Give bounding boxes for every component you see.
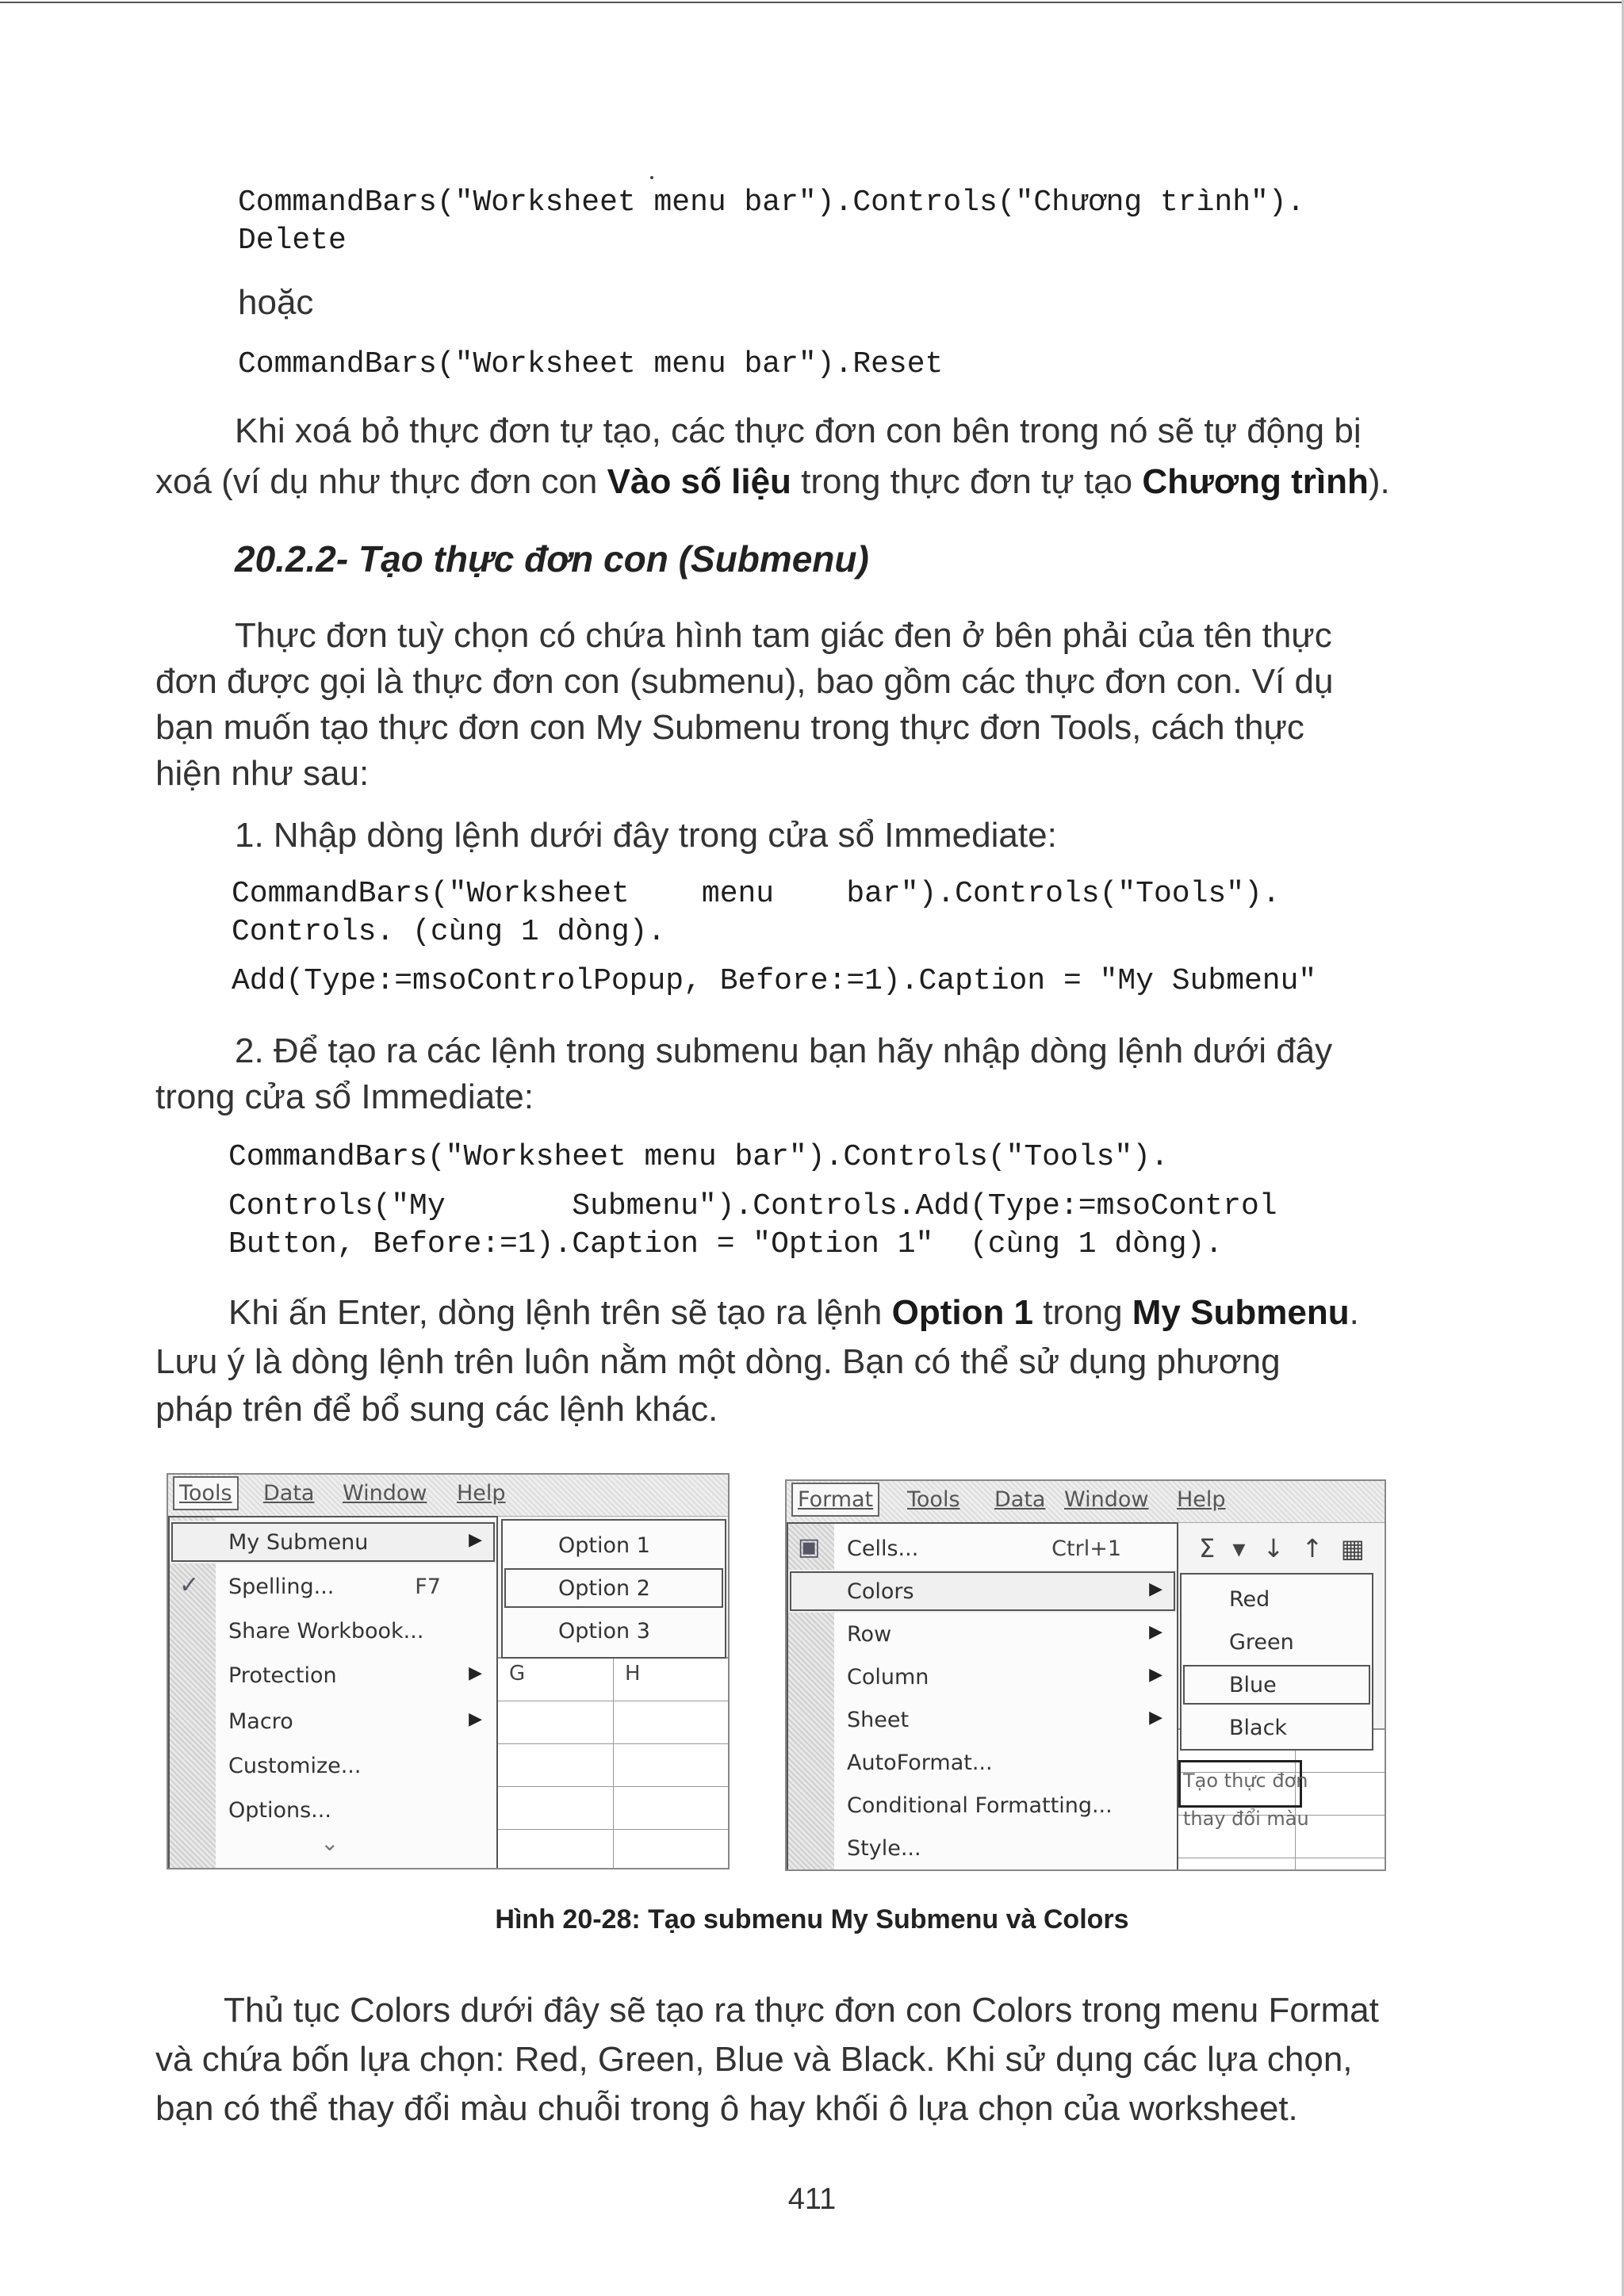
- menu-item-column[interactable]: Column ▶: [847, 1665, 1162, 1689]
- paragraph-1-line-1: Khi xoá bỏ thực đơn tự tạo, các thực đơn con bên trong nó sẽ tự động bị: [235, 411, 1362, 450]
- step-2-line-2: trong cửa sổ Immediate:: [155, 1077, 534, 1116]
- cell-text-1: Tạo thực đơn: [1183, 1770, 1308, 1792]
- code-submenu-line2: Controls. (cùng 1 dòng).: [232, 915, 666, 949]
- menu-item-sheet[interactable]: Sheet ▶: [847, 1708, 1162, 1732]
- code-submenu-line1: CommandBars("Worksheet menu bar").Controls("Tools").: [232, 877, 1281, 911]
- format-menu: [787, 1522, 1178, 1871]
- paragraph-2-line-3: bạn muốn tạo thực đơn con My Submenu trong thực đơn Tools, cách thực: [155, 708, 1304, 747]
- submenu-red[interactable]: Red: [1229, 1587, 1270, 1612]
- submenu-arrow-icon: ▶: [469, 1530, 482, 1550]
- format-menu-screenshot: [785, 1479, 1386, 1871]
- paragraph-2-line-4: hiện như sau:: [155, 754, 370, 793]
- menu-item-cells[interactable]: ▣ Cells... Ctrl+1: [798, 1533, 1121, 1561]
- submenu-arrow-icon: ▶: [1149, 1665, 1162, 1685]
- menubar-help[interactable]: Help: [1177, 1487, 1226, 1512]
- cells-icon: ▣: [798, 1533, 821, 1561]
- code-option-line1: CommandBars("Worksheet menu bar").Controls("Tools").: [228, 1140, 1169, 1174]
- paragraph-1-line-2: xoá (ví dụ như thực đơn con Vào số liệu trong thực đơn tự tạo Chương trình).: [155, 462, 1390, 501]
- hoac-text: hoặc: [238, 283, 314, 322]
- submenu-option-1[interactable]: Option 1: [558, 1533, 650, 1558]
- submenu-option-3[interactable]: Option 3: [558, 1619, 650, 1644]
- left-menubar: [168, 1475, 728, 1517]
- code-reset-line: CommandBars("Worksheet menu bar").Reset: [238, 347, 944, 381]
- paragraph-2-line-1: Thực đơn tuỳ chọn có chứa hình tam giác đen ở bên phải của tên thực: [235, 616, 1332, 655]
- code-option-line3: Button, Before:=1).Caption = "Option 1" (cùng 1 dòng).: [228, 1227, 1224, 1261]
- paragraph-2-line-2: đơn được gọi là thực đơn con (submenu), bao gồm các thực đơn con. Ví dụ: [155, 662, 1334, 701]
- menu-item-my-submenu[interactable]: My Submenu ▶: [170, 1521, 496, 1563]
- submenu-arrow-icon: ▶: [1149, 1708, 1162, 1728]
- menubar-help[interactable]: Help: [457, 1481, 506, 1506]
- paragraph-3-line-3: pháp trên để bổ sung các lệnh khác.: [155, 1390, 718, 1429]
- figure-caption: Hình 20-28: Tạo submenu My Submenu và Colors: [495, 1904, 1129, 1934]
- right-menubar: [787, 1481, 1385, 1523]
- submenu-green[interactable]: Green: [1229, 1630, 1294, 1655]
- menu-item-customize[interactable]: Customize...: [228, 1754, 362, 1778]
- submenu-option-2[interactable]: Option 2: [503, 1567, 725, 1609]
- menu-item-spelling[interactable]: ✓ Spelling... F7: [179, 1571, 441, 1599]
- expand-chevron-icon[interactable]: ⌄: [320, 1830, 339, 1856]
- submenu-arrow-icon: ▶: [469, 1663, 482, 1683]
- spelling-check-icon: ✓: [179, 1571, 200, 1599]
- menu-item-share-workbook[interactable]: Share Workbook...: [228, 1619, 424, 1644]
- paragraph-3-line-1: Khi ấn Enter, dòng lệnh trên sẽ tạo ra lệnh Option 1 trong My Submenu.: [228, 1293, 1359, 1332]
- section-heading: 20.2.2- Tạo thực đơn con (Submenu): [235, 538, 869, 580]
- menu-item-macro[interactable]: Macro ▶: [228, 1709, 482, 1734]
- code-delete-line2: Delete: [238, 224, 347, 258]
- menubar-window[interactable]: Window: [343, 1481, 427, 1506]
- paragraph-3-line-2: Lưu ý là dòng lệnh trên luôn nằm một dòng. Bạn có thể sử dụng phương: [155, 1342, 1281, 1381]
- menu-item-autoformat[interactable]: AutoFormat...: [847, 1751, 993, 1775]
- menu-item-colors[interactable]: Colors ▶: [788, 1570, 1177, 1613]
- tools-menu-screenshot: [167, 1473, 730, 1869]
- menubar-tools[interactable]: Tools: [907, 1487, 960, 1512]
- submenu-black[interactable]: Black: [1229, 1716, 1288, 1740]
- page-number: 411: [787, 2183, 837, 2216]
- paragraph-4-line-3: bạn có thể thay đổi màu chuỗi trong ô hay khối ô lựa chọn của worksheet.: [155, 2089, 1298, 2128]
- menubar-window[interactable]: Window: [1064, 1487, 1149, 1512]
- my-submenu-popup: [501, 1519, 726, 1659]
- menu-item-protection[interactable]: Protection ▶: [228, 1663, 482, 1688]
- menubar-data[interactable]: Data: [263, 1481, 315, 1506]
- worksheet-grid: [493, 1657, 730, 1869]
- toolbar-sum-sort-icons[interactable]: Σ ▾ ↓ ↑ ▦: [1199, 1533, 1369, 1563]
- column-header-g: G: [509, 1662, 526, 1686]
- column-header-h: H: [625, 1662, 641, 1686]
- tools-menu: [168, 1516, 498, 1869]
- menubar-format[interactable]: Format: [791, 1483, 879, 1517]
- step-1: 1. Nhập dòng lệnh dưới đây trong cửa sổ Immediate:: [235, 816, 1057, 855]
- menu-item-conditional-formatting[interactable]: Conditional Formatting...: [847, 1793, 1113, 1818]
- cell-text-2: thay đổi màu: [1183, 1808, 1309, 1830]
- code-delete-line1: CommandBars("Worksheet menu bar").Controls("Chương trình").: [238, 186, 1305, 220]
- menu-item-style[interactable]: Style...: [847, 1836, 921, 1861]
- submenu-arrow-icon: ▶: [1149, 1579, 1162, 1599]
- menu-item-row[interactable]: Row ▶: [847, 1622, 1162, 1647]
- top-rule: [0, 2, 1624, 3]
- submenu-blue[interactable]: Blue: [1182, 1663, 1372, 1706]
- paragraph-4-line-2: và chứa bốn lựa chọn: Red, Green, Blue và Black. Khi sử dụng các lựa chọn,: [155, 2040, 1353, 2079]
- submenu-arrow-icon: ▶: [469, 1709, 482, 1729]
- menu-item-options[interactable]: Options...: [228, 1798, 331, 1823]
- menubar-data[interactable]: Data: [994, 1487, 1046, 1512]
- submenu-arrow-icon: ▶: [1149, 1622, 1162, 1642]
- scan-dot: [650, 176, 653, 179]
- paragraph-4-line-1: Thủ tục Colors dưới đây sẽ tạo ra thực đơn con Colors trong menu Format: [224, 1991, 1379, 2030]
- code-option-line2: Controls("My Submenu").Controls.Add(Type:=msoControl: [228, 1189, 1277, 1223]
- code-submenu-line3: Add(Type:=msoControlPopup, Before:=1).Caption = "My Submenu": [232, 964, 1317, 998]
- colors-submenu-popup: [1180, 1573, 1373, 1751]
- step-2-line-1: 2. Để tạo ra các lệnh trong submenu bạn hãy nhập dòng lệnh dưới đây: [235, 1031, 1333, 1070]
- menubar-tools[interactable]: Tools: [173, 1476, 239, 1510]
